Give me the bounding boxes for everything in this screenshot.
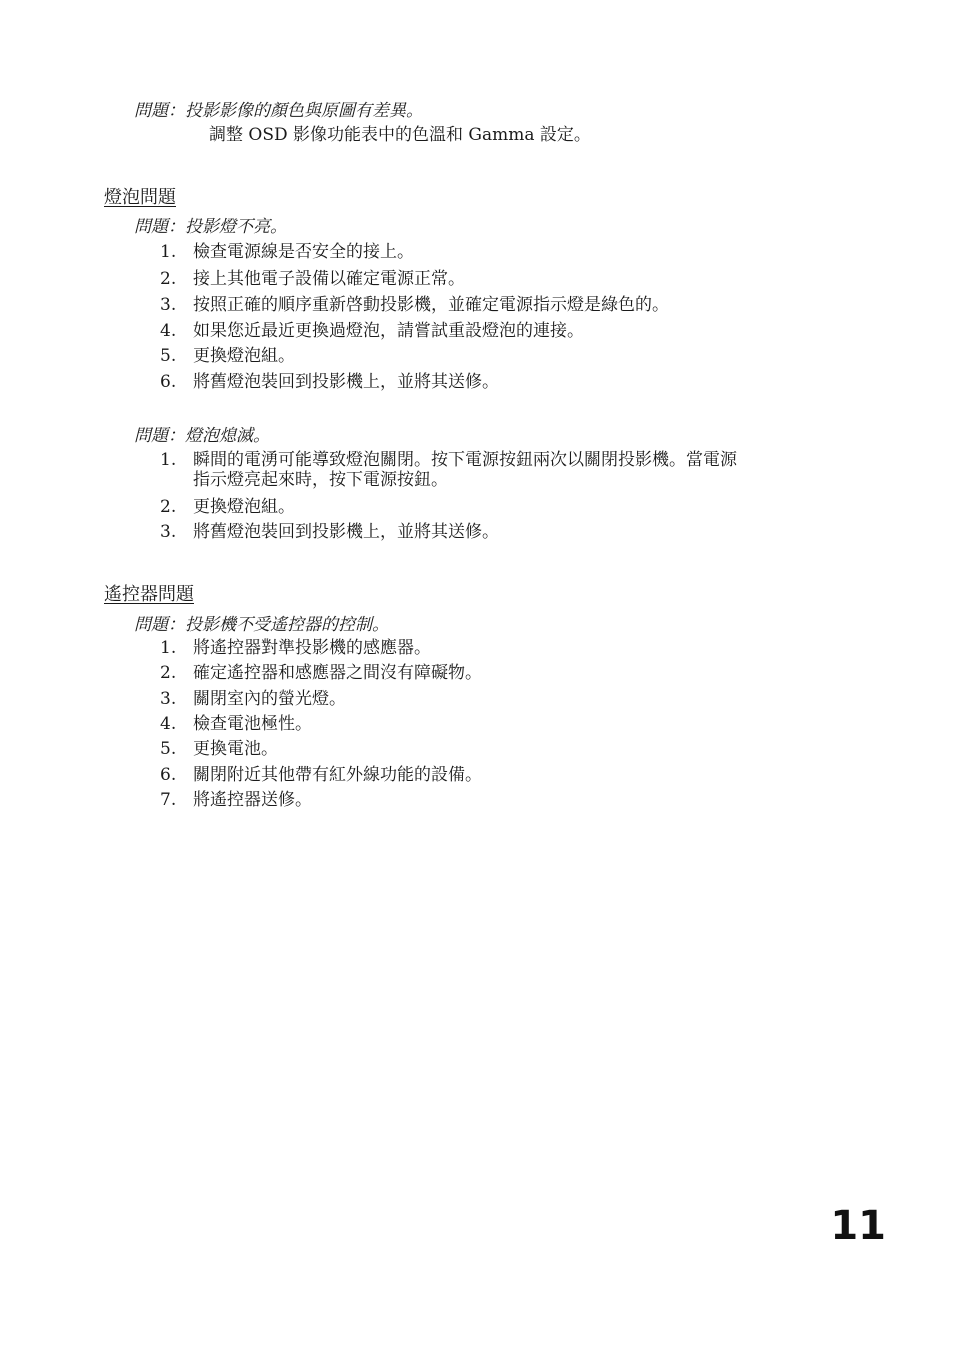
list-item xyxy=(160,242,414,262)
list-number: 5. xyxy=(160,346,177,366)
list-number: 3. xyxy=(160,522,177,542)
list-text: 檢查電源線是否安全的接上。 xyxy=(193,242,414,262)
list-text: 確定遙控器和感應器之間沒有障礙物。 xyxy=(193,663,482,683)
solution-adjust-osd: 調整 OSD 影像功能表中的色溫和 Gamma 設定。 xyxy=(209,125,591,145)
list-number: 4. xyxy=(160,714,177,734)
list-item xyxy=(160,450,737,490)
list-number: 1. xyxy=(160,638,177,658)
list-number: 6. xyxy=(160,372,177,392)
list-number: 3. xyxy=(160,689,177,709)
list-item xyxy=(160,790,312,810)
list-number: 5. xyxy=(160,739,177,759)
list-text: 將遙控器對準投影機的感應器。 xyxy=(193,638,431,658)
list-item xyxy=(160,497,295,517)
list-text: 更換電池。 xyxy=(193,739,278,759)
list-text: 接上其他電子設備以確定電源正常。 xyxy=(193,269,465,289)
section-title-remote: 遙控器問題 xyxy=(104,584,194,605)
list-item xyxy=(160,638,431,658)
list-number: 2. xyxy=(160,497,177,517)
list-text: 將舊燈泡裝回到投影機上，並將其送修。 xyxy=(193,372,499,392)
list-number: 7. xyxy=(160,790,177,810)
problem-color-mismatch: 問題：投影影像的顏色與原圖有差異。 xyxy=(134,101,423,121)
section-title-lamp: 燈泡問題 xyxy=(104,187,176,208)
list-text: 更換燈泡組。 xyxy=(193,346,295,366)
problem-lamp-not-lit: 問題：投影燈不亮。 xyxy=(134,217,287,237)
list-item xyxy=(160,372,499,392)
list-text-continued: 指示燈亮起來時，按下電源按鈕。 xyxy=(193,470,448,490)
problem-lamp-off: 問題：燈泡熄滅。 xyxy=(134,426,270,446)
list-number: 3. xyxy=(160,295,177,315)
list-number: 2. xyxy=(160,663,177,683)
list-text: 關閉室內的螢光燈。 xyxy=(193,689,346,709)
list-text: 將舊燈泡裝回到投影機上，並將其送修。 xyxy=(193,522,499,542)
list-number: 4. xyxy=(160,321,177,341)
list-item xyxy=(160,346,295,366)
problem-remote-no-control: 問題：投影機不受遙控器的控制。 xyxy=(134,615,389,635)
list-text: 如果您近最近更換過燈泡，請嘗試重設燈泡的連接。 xyxy=(193,321,584,341)
list-text: 瞬間的電湧可能導致燈泡關閉。按下電源按鈕兩次以關閉投影機。當電源 xyxy=(193,450,737,470)
list-item xyxy=(160,269,465,289)
list-item xyxy=(160,739,278,759)
list-item xyxy=(160,522,499,542)
list-text: 按照正確的順序重新啓動投影機，並確定電源指示燈是綠色的。 xyxy=(193,295,669,315)
list-item xyxy=(160,295,669,315)
list-item xyxy=(160,321,584,341)
list-number: 2. xyxy=(160,269,177,289)
list-item xyxy=(160,765,482,785)
list-text: 檢查電池極性。 xyxy=(193,714,312,734)
list-item xyxy=(160,663,482,683)
list-number: 6. xyxy=(160,765,177,785)
page-number: 11 xyxy=(830,1203,886,1249)
list-number: 1. xyxy=(160,450,177,470)
list-item xyxy=(160,714,312,734)
list-text: 關閉附近其他帶有紅外線功能的設備。 xyxy=(193,765,482,785)
list-text: 更換燈泡組。 xyxy=(193,497,295,517)
list-item xyxy=(160,689,346,709)
list-text: 將遙控器送修。 xyxy=(193,790,312,810)
list-number: 1. xyxy=(160,242,177,262)
